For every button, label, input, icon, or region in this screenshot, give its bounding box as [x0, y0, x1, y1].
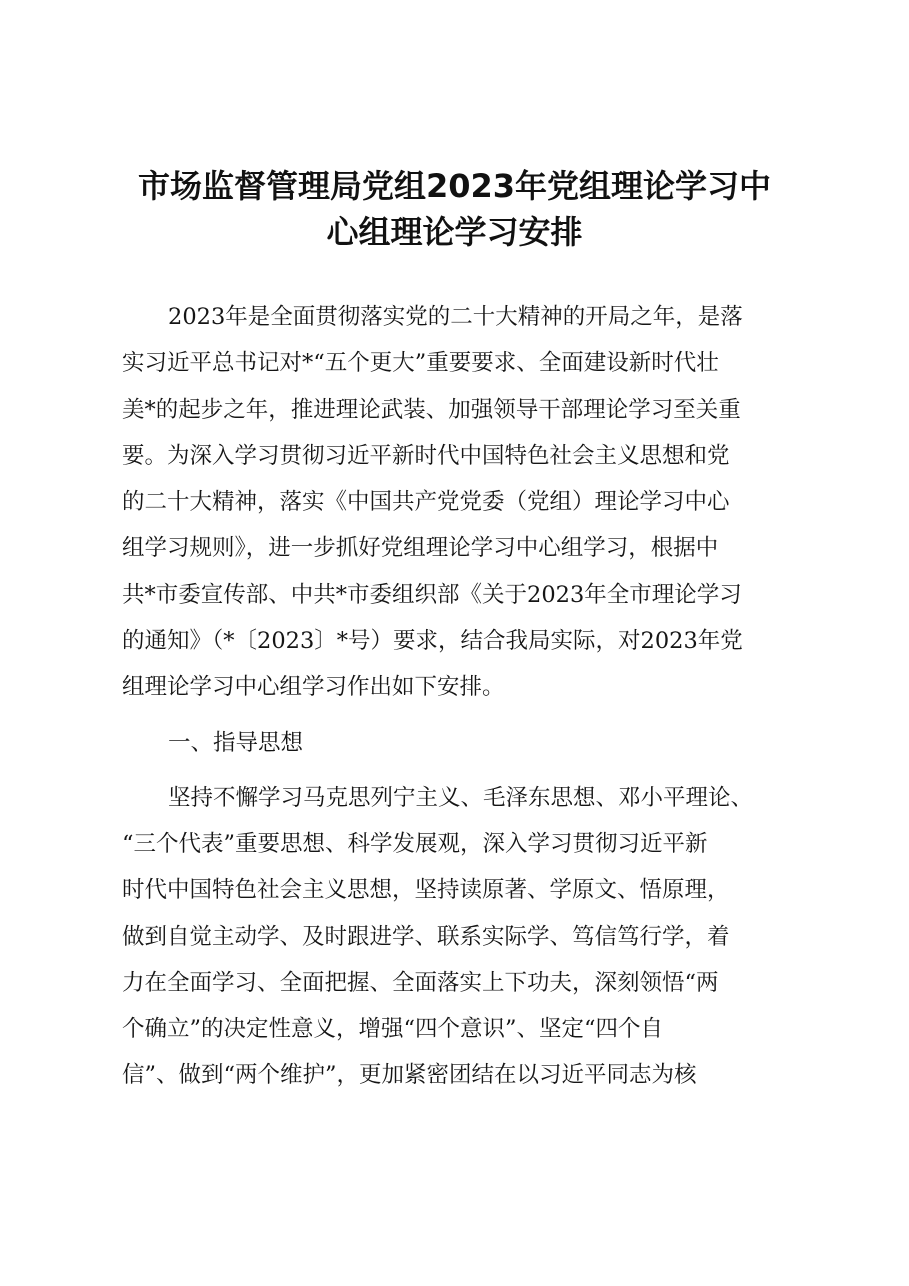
section-paragraph-line: 时代中国特色社会主义思想，坚持读原著、学原文、悟原理， — [122, 877, 730, 903]
intro-paragraph-line: 组学习规则》，进一步抓好党组理论学习中心组学习，根据中 — [122, 535, 719, 561]
section-paragraph-line: 个确立”的决定性意义，增强“四个意识”、坚定“四个自 — [122, 1016, 664, 1042]
intro-paragraph-line: 的通知》（*〔2023〕*号）要求，结合我局实际，对2023年党 — [122, 628, 743, 654]
section-paragraph-line: 坚持不懈学习马克思列宁主义、毛泽东思想、邓小平理论、 — [168, 785, 754, 811]
section-heading: 一、指导思想 — [168, 730, 304, 756]
section-paragraph-line: 做到自觉主动学、及时跟进学、联系实际学、笃信笃行学，着 — [122, 924, 730, 950]
intro-paragraph-line: 共*市委宣传部、中共*市委组织部《关于2023年全市理论学习 — [122, 582, 742, 608]
intro-paragraph-line: 实习近平总书记对*“五个更大”重要要求、全面建设新时代壮 — [122, 350, 719, 376]
intro-paragraph-line: 的二十大精神，落实《中国共产党党委（党组）理论学习中心 — [122, 489, 730, 515]
document-title-line-1: 市场监督管理局党组2023年党组理论学习中 — [137, 167, 772, 205]
intro-paragraph-line: 2023年是全面贯彻落实党的二十大精神的开局之年，是落 — [168, 304, 743, 330]
intro-paragraph-line: 组理论学习中心组学习作出如下安排。 — [122, 674, 505, 700]
document-title-line-2: 心组理论学习安排 — [326, 213, 583, 251]
intro-paragraph-line: 美*的起步之年，推进理论武装、加强领导干部理论学习至关重 — [122, 397, 741, 423]
section-paragraph-line: “三个代表”重要思想、科学发展观，深入学习贯彻习近平新 — [122, 831, 708, 857]
section-paragraph-line: 信”、做到“两个维护”，更加紧密团结在以习近平同志为核 — [122, 1062, 697, 1088]
section-paragraph-line: 力在全面学习、全面把握、全面落实上下功夫，深刻领悟“两 — [122, 970, 719, 996]
intro-paragraph-line: 要。为深入学习贯彻习近平新时代中国特色社会主义思想和党 — [122, 443, 730, 469]
